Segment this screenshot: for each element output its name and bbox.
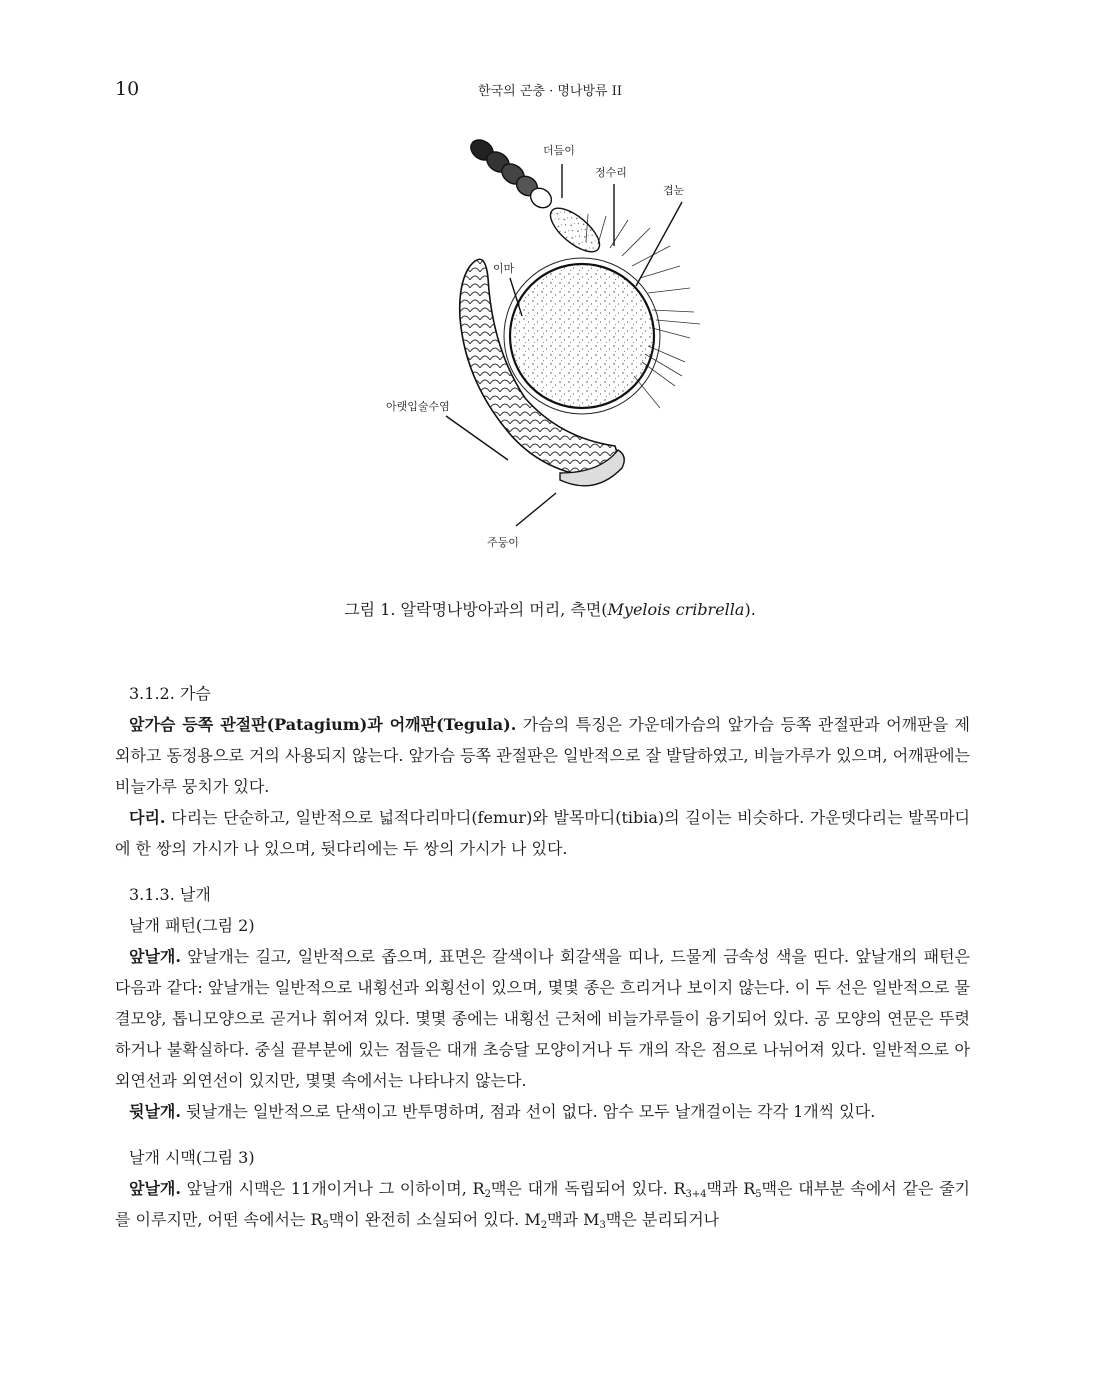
- leader-labial-palp: [446, 416, 508, 460]
- subheading-wing-venation: 날개 시맥(그림 3): [129, 1148, 255, 1167]
- term-forewing: 앞날개.: [129, 947, 181, 966]
- figure-caption: 그림 1. 알락명나방아과의 머리, 측면(Myelois cribrella).: [344, 600, 756, 619]
- term-forewing-venation: 앞날개.: [129, 1179, 181, 1198]
- section-heading-thorax: 3.1.2. 가슴: [129, 684, 211, 703]
- moth-head-illustration: [360, 128, 740, 568]
- label-labial-palp: 아랫입술수염: [386, 400, 450, 413]
- compound-eye: [510, 264, 654, 408]
- figure-moth-head: [360, 128, 740, 568]
- term-hindwing: 뒷날개.: [129, 1102, 181, 1121]
- leader-compound-eye: [636, 202, 682, 286]
- section-heading-wing: 3.1.3. 날개: [129, 885, 211, 904]
- label-ocellus: 정수리: [595, 166, 627, 179]
- body-text: [115, 678, 970, 1235]
- page-number: 10: [115, 78, 140, 100]
- antenna-segments: [467, 136, 606, 259]
- running-header: 한국의 곤충 · 명나방류 II: [478, 84, 622, 99]
- label-frons: 이마: [493, 262, 515, 275]
- label-antenna: 더듬이: [543, 144, 575, 157]
- label-compound-eye: 겹눈: [663, 184, 685, 197]
- paragraph-forewing-pattern: 앞날개. 앞날개는 길고, 일반적으로 좁으며, 표면은 갈색이나 회갈색을 띠나, 드물게 금속성 색을 띤다. 앞날개의 패턴은 다음과 같다: 앞날개는 일반적으로 내횡선과 외횡선이 있으며, 몇몇 종은 흐리거나 보이지 않는다. 이 두 선은 일반적으로 물결모양, 톱니모양으로 곧거나 휘어져 있다. 몇몇 종에는 내횡선 근처에 비늘가루들이 융기되어 있다. 공 모양의 연문은 뚜렷하거나 불확실하다. 중실 끝부분에 있는 점들은 대개 초승달 모양이거나 두 개의 작은 점으로 나뉘어져 있다. 일반적으로 아외연선과 외연선이 있지만, 몇몇 속에서는 나타나지 않는다.: [115, 947, 970, 1090]
- leader-proboscis: [516, 493, 556, 526]
- paragraph-forewing-venation: 앞날개. 앞날개 시맥은 11개이거나 그 이하이며, $R_2$맥은 대개 독립되어 있다. $R_{3+4}$맥과 $R_5$맥은 대부분 속에서 같은 줄기를 이루지만, 어떤 속에서는 $R_5$맥이 완전히 소실되어 있다. $M_2$맥과 $M_3$맥은 분리되거나: [115, 1179, 970, 1231]
- caption-species: Myelois cribrella: [607, 600, 745, 619]
- term-patagium: 앞가슴 등쪽 관절판(Patagium)과 어깨판(Tegula).: [129, 715, 517, 734]
- paragraph-hindwing-pattern: 뒷날개. 뒷날개는 일반적으로 단색이고 반투명하며, 점과 선이 없다. 암수 모두 날개걸이는 각각 1개씩 있다.: [129, 1102, 876, 1121]
- subheading-wing-pattern: 날개 패턴(그림 2): [129, 916, 255, 935]
- paragraph-patagium: 앞가슴 등쪽 관절판(Patagium)과 어깨판(Tegula). 가슴의 특징은 가운데가슴의 앞가슴 등쪽 관절판과 어깨판을 제외하고 동정용으로 거의 사용되지 않는다. 앞가슴 등쪽 관절판은 일반적으로 잘 발달하였고, 비늘가루가 있으며, 어깨판에는 비늘가루 뭉치가 있다.: [115, 715, 971, 796]
- label-proboscis: 주둥이: [487, 536, 519, 549]
- term-legs: 다리.: [129, 808, 166, 827]
- paragraph-legs: 다리. 다리는 단순하고, 일반적으로 넓적다리마디(femur)와 발목마디(tibia)의 길이는 비슷하다. 가운뎃다리는 발목마디에 한 쌍의 가시가 나 있으며, 뒷다리에는 두 쌍의 가시가 나 있다.: [115, 808, 970, 858]
